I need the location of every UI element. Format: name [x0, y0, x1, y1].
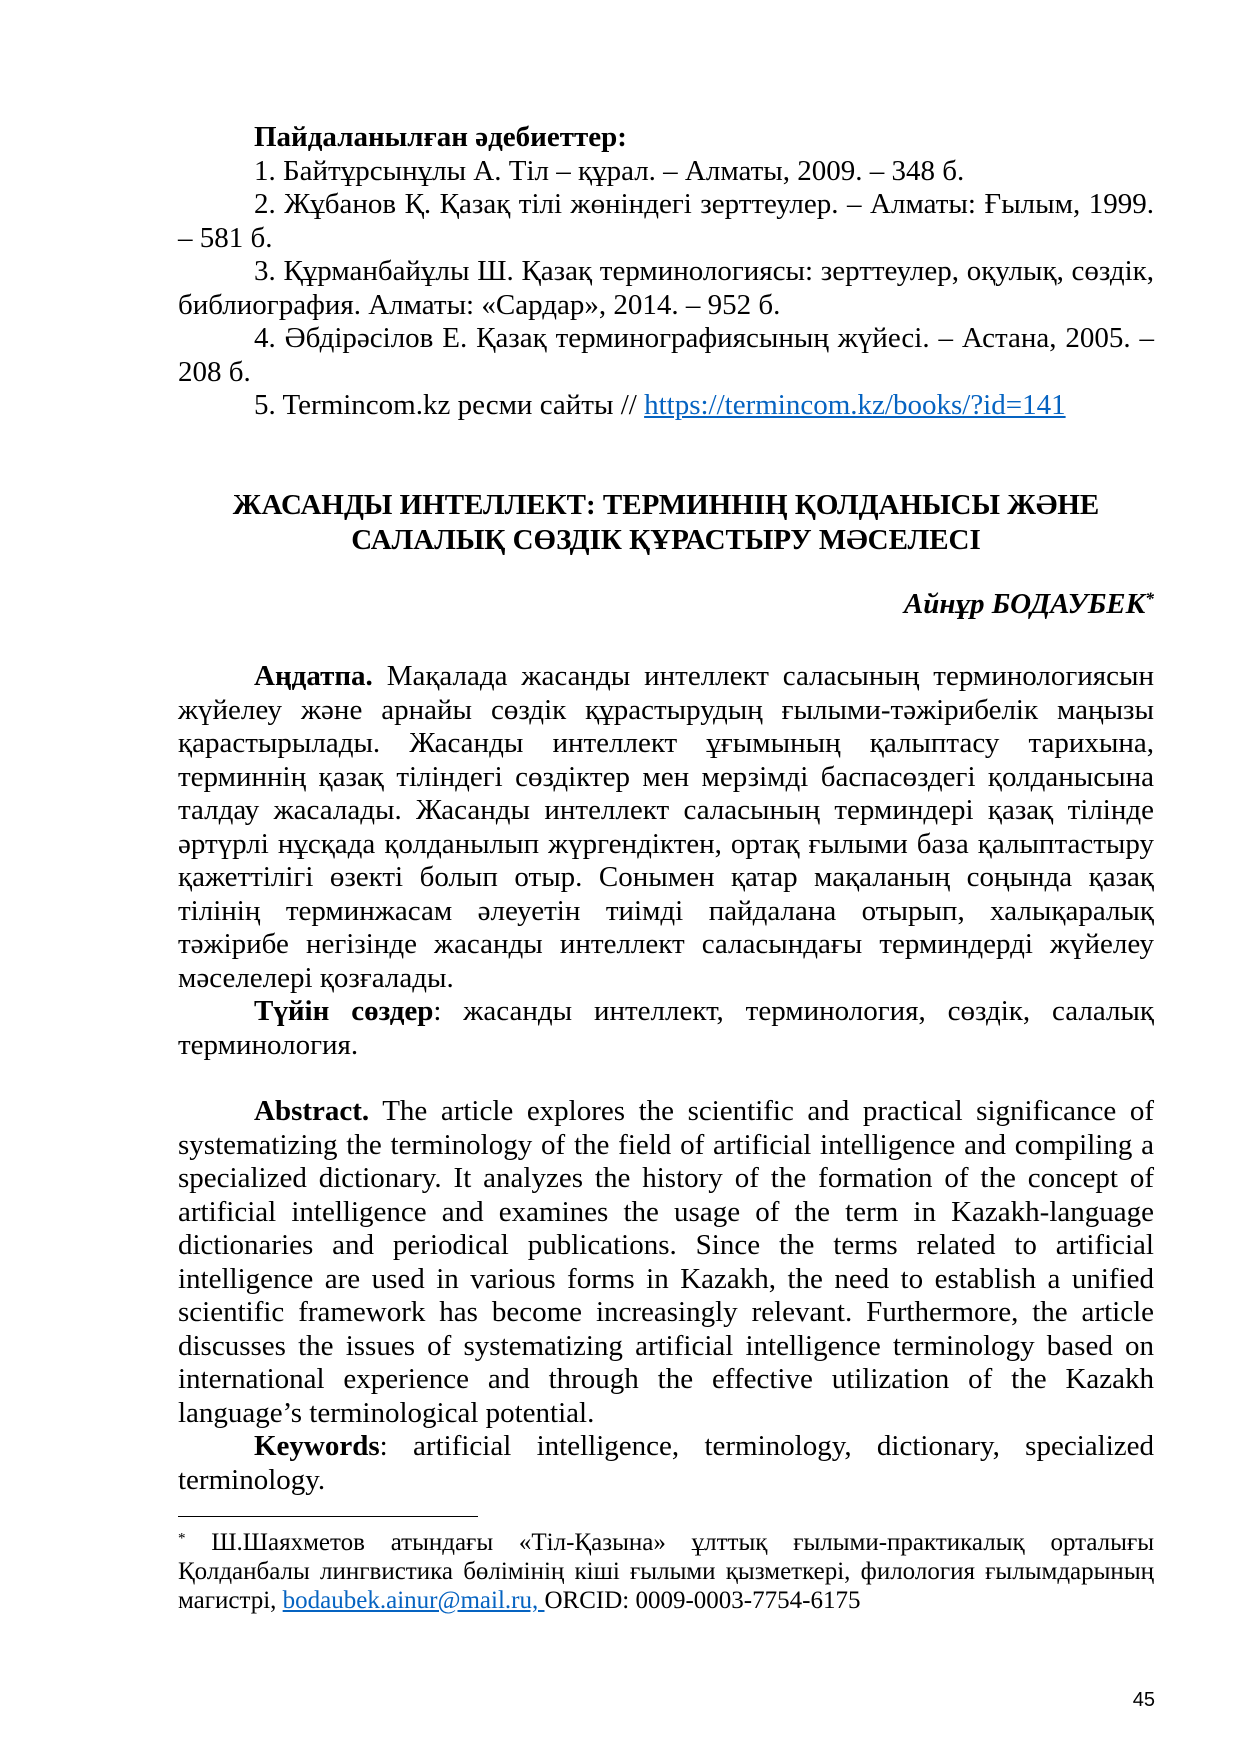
abstract-en-line: artificial intelligence and examines the usage of the term in Kazakh-language [178, 1195, 1154, 1228]
page-number: 45 [1132, 1689, 1155, 1711]
abstract-en-section [178, 1095, 1154, 1497]
keywords-kk-text: : жасанды интеллект, терминология, сөздік, салалық [433, 995, 1154, 1027]
annotation-section [178, 660, 1154, 1062]
annotation-line: тілінің терминжасам әлеуетін тиімді пайдалана отырып, халықаралық [178, 894, 1154, 927]
abstract-en-label: Abstract. [254, 1095, 370, 1127]
abstract-en-line: specialized dictionary. It analyzes the history of the formation of the concept of [178, 1162, 1154, 1194]
author-name: Айнұр БОДАУБЕК [903, 588, 1146, 620]
annotation-line: мәселелері қозғалады. [178, 961, 454, 994]
abstract-en-line: scientific framework has become increasingly relevant. Furthermore, the article [178, 1296, 1154, 1328]
abstract-en-line: discusses the issues of systematizing artificial intelligence terminology based on [178, 1329, 1154, 1362]
annotation-line: жүйелеу және арнайы сөздік құрастырудың ғылыми-тәжірибелік маңызы [178, 693, 1154, 726]
annotation-line: талдау жасалады. Жасанды интеллект саласының терминдері қазақ тілінде [178, 794, 1154, 826]
keywords-en-label: Keywords [254, 1430, 380, 1462]
footnote-line: Қолданбалы лингвистика бөлімінің кіші ғылыми қызметкері, филология ғылымдарының [178, 1558, 1154, 1585]
references-heading: Пайдаланылған әдебиеттер: [254, 121, 627, 153]
abstract-en-line: dictionaries and periodical publications. Since the terms related to artificial [178, 1229, 1154, 1261]
abstract-en-line: systematizing the terminology of the field of artificial intelligence and compiling a [178, 1128, 1154, 1161]
annotation-paragraph [178, 660, 1154, 995]
abstract-en-line: international experience and through the effective utilization of the Kazakh [178, 1363, 1154, 1395]
article-title [178, 488, 1154, 557]
keywords-kk-line [178, 995, 1154, 1029]
keywords-kk-line: терминология. [178, 1028, 359, 1061]
annotation-text: Мақалада жасанды интеллект саласының терминологиясын [372, 660, 1154, 692]
reference-item: 4. Әбдірәсілов Е. Қазақ терминографиясының жүйесі. – Астана, 2005. – [254, 322, 1154, 354]
reference-item: 1. Байтұрсынұлы А. Тіл – құрал. – Алматы, 2009. – 348 б. [254, 154, 965, 187]
title-line: ЖАСАНДЫ ИНТЕЛЛЕКТ: ТЕРМИННІҢ ҚОЛДАНЫСЫ ЖӘНЕ [232, 489, 1100, 521]
reference-item [178, 389, 1154, 423]
annotation-line: тәжірибе негізінде жасанды интеллект саласындағы терминдерді жүйелеу [178, 928, 1154, 960]
footnote-line [178, 1528, 1154, 1557]
keywords-en-line [178, 1430, 1154, 1464]
author-line [178, 588, 1154, 622]
annotation-line: терминнің қазақ тіліндегі сөздіктер мен мерзімді баспасөздегі қолданысына [178, 760, 1154, 793]
keywords-en-paragraph [178, 1430, 1154, 1497]
keywords-en-line: terminology. [178, 1463, 326, 1496]
footnote-mark: * [178, 1530, 186, 1547]
abstract-en-paragraph [178, 1095, 1154, 1430]
keywords-kk-paragraph [178, 995, 1154, 1062]
annotation-line [178, 660, 1154, 694]
keywords-en-text: : artificial intelligence, terminology, dictionary, specialized [379, 1430, 1154, 1462]
keywords-kk-label: Түйін сөздер [254, 995, 434, 1027]
abstract-en-line: intelligence are used in various forms in Kazakh, the need to establish a unified [178, 1262, 1154, 1295]
reference-item: 3. Құрманбайұлы Ш. Қазақ терминологиясы: зерттеулер, оқулық, сөздік, [254, 255, 1154, 287]
abstract-en-line: language’s terminological potential. [178, 1396, 595, 1429]
annotation-line: қарастырылады. Жасанды интеллект ұғымының қалыптасу тарихына, [178, 727, 1154, 759]
abstract-en-text: The article explores the scientific and practical significance of [369, 1095, 1154, 1127]
orcid-text: ORCID: 0009-0003-7754-6175 [544, 1587, 861, 1614]
author-email-link[interactable]: bodaubek.ainur@mail.ru, [282, 1587, 545, 1614]
reference-item-continued: библиография. Алматы: «Сардар», 2014. – 952 б. [178, 288, 781, 321]
reference-link[interactable]: https://termincom.kz/books/?id=141 [644, 389, 1066, 421]
reference-item: 2. Жұбанов Қ. Қазақ тілі жөніндегі зерттеулер. – Алматы: Ғылым, 1999. [254, 188, 1154, 220]
abstract-en-line [178, 1095, 1154, 1129]
annotation-label: Аңдатпа. [254, 660, 373, 692]
title-line: САЛАЛЫҚ СӨЗДІК ҚҰРАСТЫРУ МӘСЕЛЕСІ [351, 523, 981, 556]
footnote-line [178, 1586, 1154, 1615]
footnote-text: Ш.Шаяхметов атындағы «Тіл-Қазына» ұлттық ғылыми-практикалық орталығы [211, 1529, 1154, 1556]
footnote-text: магистрі, [178, 1587, 283, 1614]
author-footnote-mark: * [1145, 588, 1154, 609]
reference-item-text: 5. Termincom.kz ресми сайты // [254, 389, 645, 421]
reference-item-continued: – 581 б. [178, 221, 273, 254]
references-section [178, 121, 1154, 423]
footnote-separator [178, 1516, 478, 1517]
annotation-line: қажеттілігі өзекті болып отыр. Сонымен қатар мақаланың соңында қазақ [178, 861, 1154, 893]
annotation-line: әртүрлі нұсқада қолданылып жүргендіктен, ортақ ғылыми база қалыптастыру [178, 827, 1154, 860]
reference-item-continued: 208 б. [178, 355, 251, 388]
footnote [178, 1528, 1154, 1615]
